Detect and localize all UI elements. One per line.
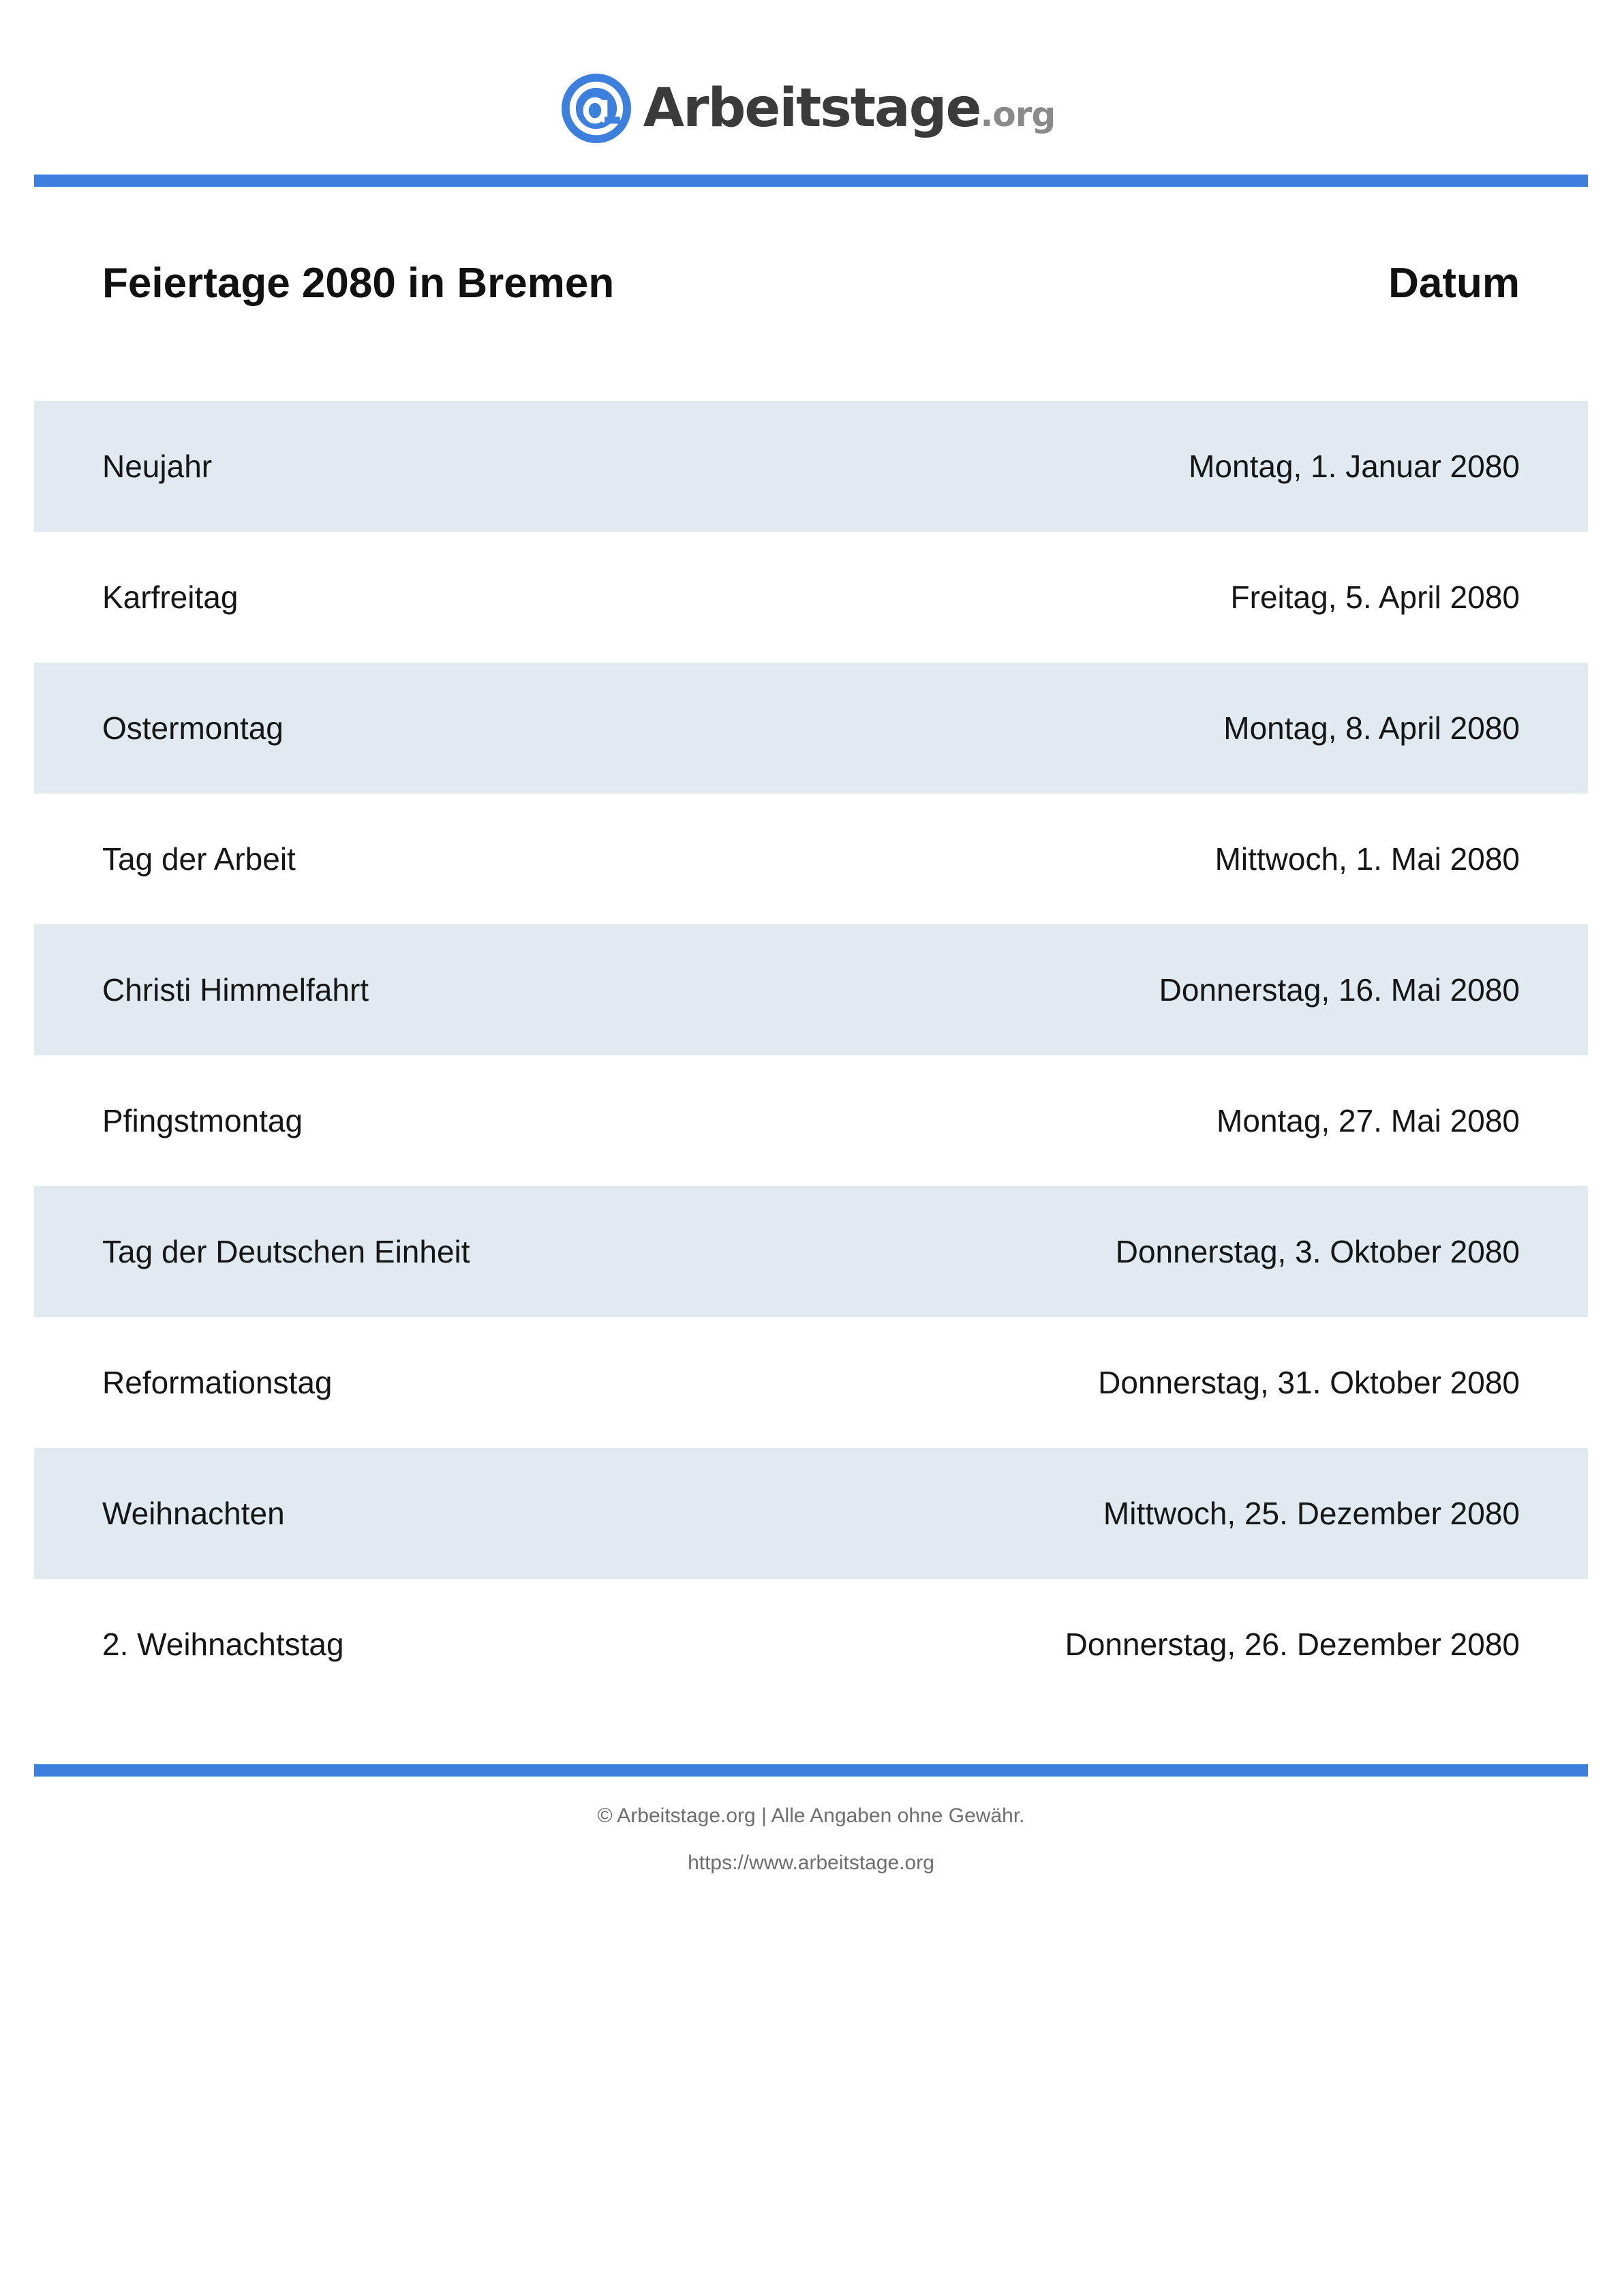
table-row (34, 1317, 1588, 1448)
holiday-name: Tag der Deutschen Einheit (102, 1234, 470, 1269)
holiday-name: Pfingstmontag (102, 1103, 303, 1138)
logo-tld: .org (980, 95, 1056, 134)
logo-wordmark (643, 78, 1055, 139)
holiday-date: Donnerstag, 3. Oktober 2080 (1115, 1234, 1520, 1269)
footer-url[interactable]: https://www.arbeitstage.org (688, 1852, 934, 1874)
table-row (34, 924, 1588, 1055)
table-row (34, 1055, 1588, 1186)
logo (0, 71, 1622, 146)
footer-copyright: © Arbeitstage.org | Alle Angaben ohne Gewähr. (597, 1804, 1025, 1827)
holiday-date: Freitag, 5. April 2080 (1230, 579, 1520, 615)
holiday-date: Mittwoch, 1. Mai 2080 (1214, 841, 1520, 877)
holiday-name: Christi Himmelfahrt (102, 972, 369, 1008)
holiday-name: Karfreitag (102, 579, 239, 615)
table-header (102, 259, 1520, 307)
holiday-name: 2. Weihnachtstag (102, 1627, 344, 1662)
page-title: Feiertage 2080 in Bremen (102, 260, 615, 307)
table-row (34, 1186, 1588, 1317)
holiday-name: Ostermontag (102, 710, 284, 746)
holiday-name: Tag der Arbeit (102, 841, 296, 877)
holiday-date: Donnerstag, 16. Mai 2080 (1159, 972, 1520, 1008)
table-row (34, 532, 1588, 663)
holiday-table (34, 401, 1588, 1710)
holiday-date: Montag, 27. Mai 2080 (1216, 1103, 1520, 1138)
holiday-date: Montag, 1. Januar 2080 (1189, 449, 1520, 484)
holiday-date: Donnerstag, 31. Oktober 2080 (1098, 1365, 1520, 1400)
holiday-date: Montag, 8. April 2080 (1223, 710, 1520, 746)
top-divider (34, 175, 1588, 187)
table-row (34, 794, 1588, 924)
holiday-date: Donnerstag, 26. Dezember 2080 (1065, 1627, 1520, 1662)
table-row (34, 1579, 1588, 1710)
logo-name: Arbeitstage (643, 78, 981, 139)
table-row (34, 663, 1588, 794)
bottom-divider (34, 1764, 1588, 1777)
holiday-name: Weihnachten (102, 1496, 285, 1531)
at-sign-icon (562, 74, 631, 143)
table-row (34, 401, 1588, 532)
holiday-date: Mittwoch, 25. Dezember 2080 (1103, 1496, 1520, 1531)
holiday-name: Neujahr (102, 449, 213, 484)
table-row (34, 1448, 1588, 1579)
date-column-header: Datum (1388, 260, 1520, 307)
logo-inner (562, 74, 1055, 143)
holiday-name: Reformationstag (102, 1365, 333, 1400)
